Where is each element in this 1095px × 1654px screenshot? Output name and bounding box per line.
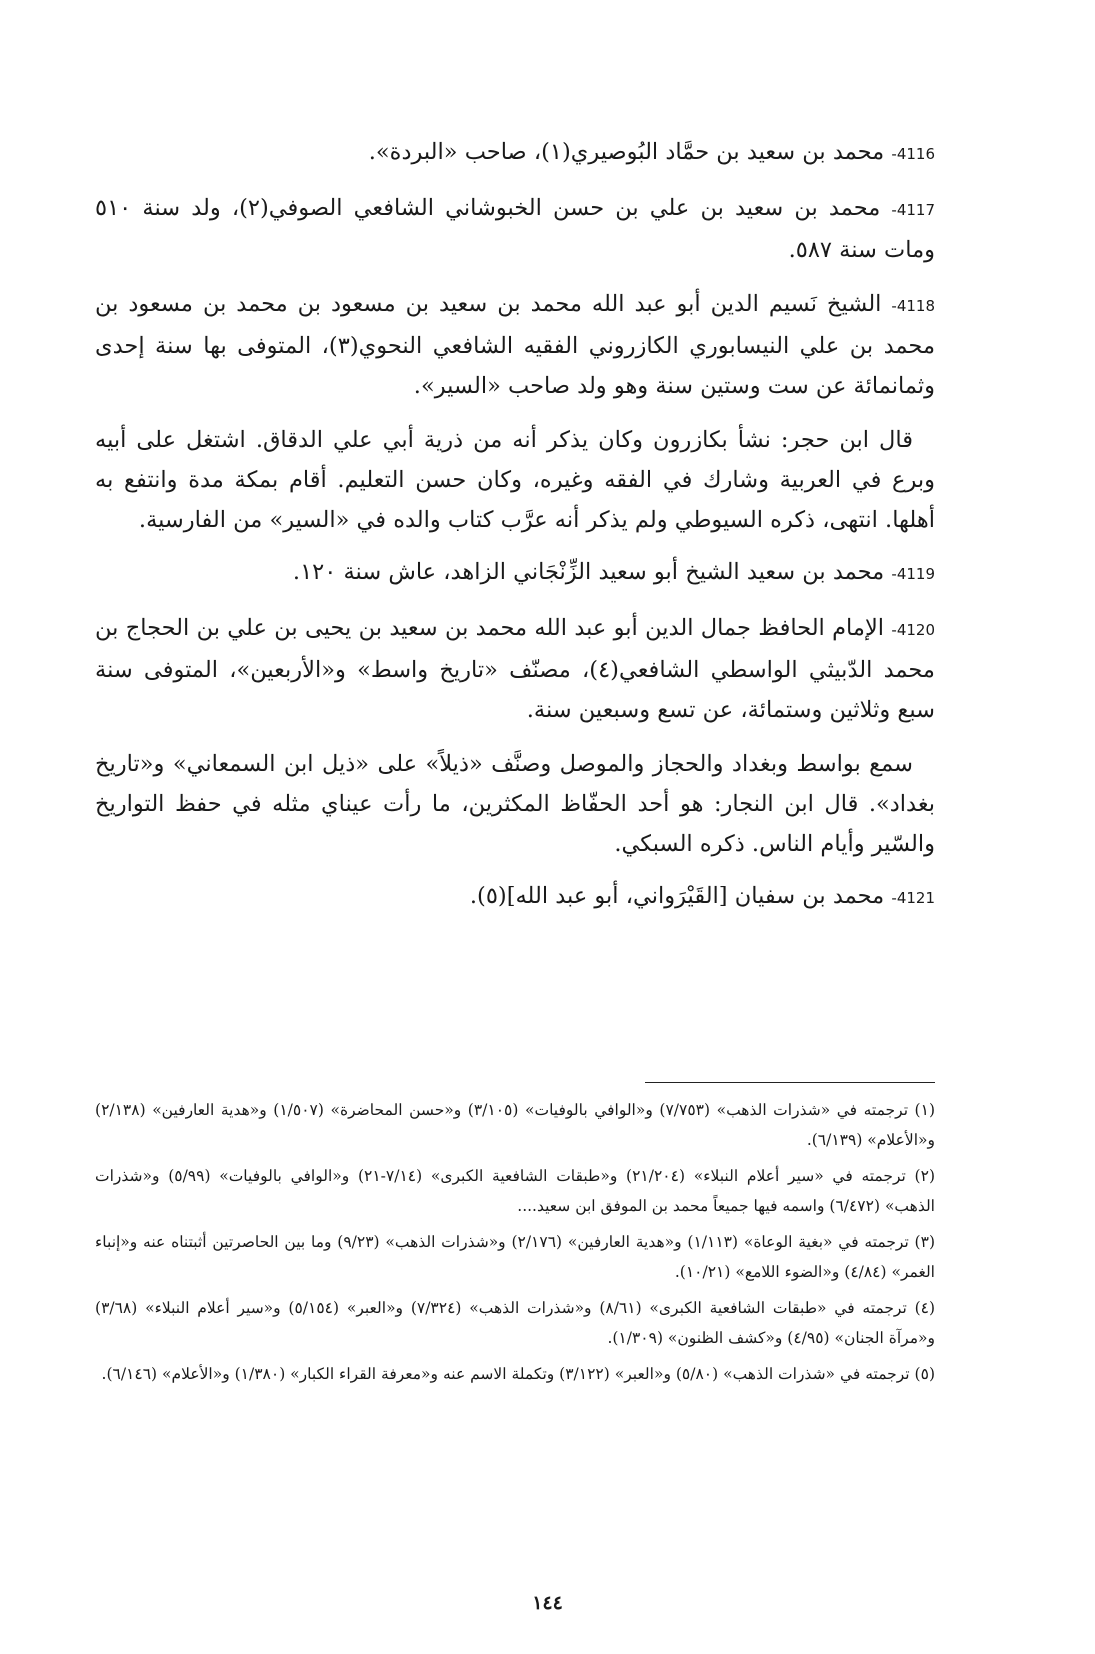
entry-text: محمد بن سفيان [القَيْرَواني، أبو عبد الله](٥). [469, 883, 885, 909]
entry-text: الإمام الحافظ جمال الدين أبو عبد الله محمد بن سعيد بن يحيى بن علي بن الحجاج بن محمد الدّبيثي الواسطي الشافعي(٤)، مصنّف «تاريخ واسط» و«الأربعين»، المتوفى سنة سبع وثلاثين وستمائة، عن تسع وسبعين سنة. [95, 615, 935, 723]
entry-4119 [95, 552, 935, 594]
page-number: ١٤٤ [532, 1592, 563, 1614]
entry-number: 4121- [891, 889, 935, 907]
footnote-2: (٢) ترجمته في «سير أعلام النبلاء» (٢١/٢٠٤) و«طبقات الشافعية الكبرى» (٧/١٤-٢١) و«الوافي بالوفيات» (٥/٩٩) و«شذرات الذهب» (٦/٤٧٢) واسمه فيها جميعاً محمد بن الموفق ابن سعيد.... [95, 1167, 935, 1215]
entry-4118 [95, 284, 935, 406]
entry-number: 4119- [891, 565, 935, 583]
entry-4116 [95, 132, 935, 174]
entry-4120-note: سمع بواسط وبغداد والحجاز والموصل وصنَّف «ذيلاً» على «ذيل ابن السمعاني» و«تاريخ بغداد». قال ابن النجار: هو أحد الحفّاظ المكثرين، ما رأت عيناي مثله في حفظ التواريخ والسّير وأيام الناس. ذكره السبكي. [95, 751, 935, 857]
main-text [95, 132, 935, 932]
entry-4121 [95, 876, 935, 918]
entry-number: 4116- [891, 145, 935, 163]
entry-number: 4118- [891, 297, 935, 315]
footnote-3: (٣) ترجمته في «بغية الوعاة» (١/١١٣) و«هدية العارفين» (٢/١٧٦) و«شذرات الذهب» (٩/٢٣) وما بين الحاصرتين أثبتناه عنه و«إنباء الغمر» (٤/٨٤) و«الضوء اللامع» (١٠/٢١). [95, 1233, 935, 1281]
footnote-4: (٤) ترجمته في «طبقات الشافعية الكبرى» (٨/٦١) و«شذرات الذهب» (٧/٣٢٤) و«العبر» (٥/١٥٤) و«سير أعلام النبلاء» (٣/٦٨) و«مرآة الجنان» (٤/٩٥) و«كشف الظنون» (١/٣٠٩). [95, 1299, 936, 1347]
entry-number: 4120- [891, 621, 935, 639]
entry-text: محمد بن سعيد الشيخ أبو سعيد الزِّنْجَاني الزاهد، عاش سنة ١٢٠. [292, 559, 885, 585]
entry-4118-note: قال ابن حجر: نشأ بكازرون وكان يذكر أنه من ذرية أبي علي الدقاق. اشتغل على أبيه وبرع في العربية وشارك في الفقه وغيره، وكان حسن التعليم. أقام بمكة مدة وانتفع به أهلها. انتهى، ذكره السيوطي ولم يذكر أنه عرَّب كتاب والده في «السير» من الفارسية. [95, 427, 935, 533]
footnote-divider [645, 1082, 935, 1083]
footnote-1: (١) ترجمته في «شذرات الذهب» (٧/٧٥٣) و«الوافي بالوفيات» (٣/١٠٥) و«حسن المحاضرة» (١/٥٠٧) و«هدية العارفين» (٢/١٣٨) و«الأعلام» (٦/١٣٩). [95, 1101, 935, 1149]
entry-4120 [95, 608, 935, 730]
entry-text: محمد بن سعيد بن علي بن حسن الخبوشاني الشافعي الصوفي(٢)، ولد سنة ٥١٠ ومات سنة ٥٨٧. [95, 195, 935, 263]
footnotes [95, 1082, 935, 1395]
entry-text: محمد بن سعيد بن حمَّاد البُوصيري(١)، صاحب «البردة». [368, 139, 885, 165]
entry-4117 [95, 188, 935, 270]
entry-number: 4117- [891, 201, 936, 219]
entry-text: الشيخ نَسيم الدين أبو عبد الله محمد بن سعيد بن مسعود بن محمد بن مسعود بن محمد بن علي النيسابوري الكازروني الفقيه الشافعي النحوي(٣)، المتوفى بها سنة إحدى وثمانمائة عن ست وستين سنة وهو ولد صاحب «السير». [95, 291, 935, 399]
footnote-5: (٥) ترجمته في «شذرات الذهب» (٥/٨٠) و«العبر» (٣/١٢٢) وتكملة الاسم عنه و«معرفة القراء الكبار» (١/٣٨٠) و«الأعلام» (٦/١٤٦). [101, 1365, 935, 1383]
